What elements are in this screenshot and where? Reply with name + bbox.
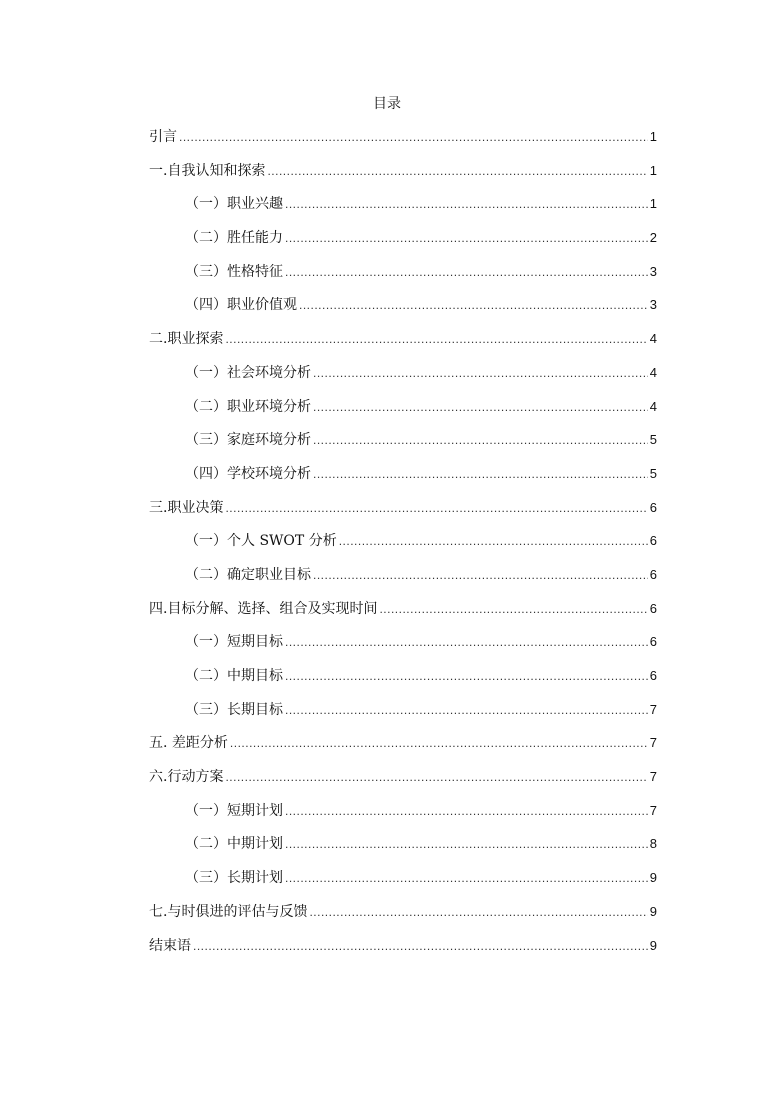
toc-entry[interactable] (149, 193, 657, 227)
toc-entry-label: （二）中期计划 (185, 836, 283, 853)
toc-entry-page: 1 (649, 196, 657, 212)
toc-entry-label: 一.自我认知和探索 (149, 162, 266, 179)
toc-entry-page: 5 (649, 432, 657, 448)
toc-entry-page: 6 (649, 533, 657, 549)
toc-entry[interactable] (149, 294, 657, 328)
toc-entry[interactable] (149, 631, 657, 665)
toc-dot-leader (285, 227, 648, 249)
toc-entry-label: 四.目标分解、选择、组合及实现时间 (149, 600, 378, 617)
toc-entry-page: 7 (649, 701, 657, 717)
toc-dot-leader (313, 429, 648, 451)
toc-entry-label: 三.职业决策 (149, 499, 224, 516)
toc-entry-page: 7 (649, 735, 657, 751)
toc-entry-page: 1 (649, 162, 657, 178)
toc-entry-label: （一）个人 SWOT 分析 (185, 533, 337, 550)
toc-entry[interactable] (149, 699, 657, 733)
toc-dot-leader (285, 631, 648, 653)
toc-entry-page: 3 (649, 297, 657, 313)
toc-entry-label: （二）确定职业目标 (185, 566, 311, 583)
toc-entry[interactable] (149, 429, 657, 463)
toc-entry-label: （二）职业环境分析 (185, 398, 311, 415)
toc-entry-page: 2 (649, 230, 657, 246)
toc-entry-label: 五. 差距分析 (149, 735, 228, 752)
toc-entry-page: 7 (649, 802, 657, 818)
toc-entry-page: 5 (649, 465, 657, 481)
toc-entry-label: （一）短期目标 (185, 634, 283, 651)
toc-entry-label: （一）社会环境分析 (185, 364, 311, 381)
toc-dot-leader (225, 766, 647, 788)
toc-list (149, 126, 657, 968)
toc-entry[interactable] (149, 261, 657, 295)
toc-entry-label: 七.与时俱进的评估与反馈 (149, 903, 308, 920)
toc-entry[interactable] (149, 362, 657, 396)
toc-entry-page: 7 (649, 769, 657, 785)
toc-entry-page: 4 (649, 331, 657, 347)
toc-entry[interactable] (149, 530, 657, 564)
toc-entry-label: （三）性格特征 (185, 263, 283, 280)
toc-entry[interactable] (149, 396, 657, 430)
toc-dot-leader (285, 699, 648, 721)
toc-entry-label: （二）中期目标 (185, 668, 283, 684)
toc-entry-label: 六.行动方案 (149, 769, 224, 786)
toc-entry-page: 6 (649, 634, 657, 650)
toc-entry-label: （三）长期目标 (185, 701, 283, 718)
toc-entry[interactable] (149, 160, 657, 194)
toc-entry[interactable] (149, 901, 657, 935)
toc-dot-leader (313, 396, 648, 418)
toc-entry-label: 二.职业探索 (149, 331, 224, 348)
toc-entry[interactable] (149, 497, 657, 531)
toc-entry[interactable] (149, 463, 657, 497)
toc-entry[interactable] (149, 800, 657, 834)
toc-dot-leader (285, 833, 648, 855)
toc-entry[interactable] (149, 732, 657, 766)
toc-entry[interactable] (149, 867, 657, 901)
toc-dot-leader (193, 935, 648, 957)
toc-entry[interactable] (149, 328, 657, 362)
toc-dot-leader (285, 193, 648, 215)
toc-entry-page: 6 (649, 566, 657, 582)
toc-entry[interactable] (149, 833, 657, 867)
toc-dot-leader (225, 328, 647, 350)
toc-dot-leader (379, 598, 647, 620)
toc-entry-page: 6 (649, 499, 657, 515)
toc-title: 目录 (373, 96, 401, 112)
toc-entry[interactable] (149, 766, 657, 800)
toc-entry[interactable] (149, 126, 657, 160)
toc-entry-page: 9 (649, 903, 657, 919)
toc-dot-leader (179, 126, 648, 148)
toc-entry-label: （二）胜任能力 (185, 230, 283, 247)
toc-entry-label: （一）职业兴趣 (185, 196, 283, 213)
toc-entry-label: （一）短期计划 (185, 802, 283, 819)
toc-entry-page: 9 (649, 937, 657, 953)
toc-dot-leader (285, 867, 648, 889)
toc-entry-label: （三）家庭环境分析 (185, 432, 311, 449)
toc-dot-leader (309, 901, 647, 923)
toc-entry[interactable] (149, 227, 657, 261)
toc-entry-page: 4 (649, 398, 657, 414)
toc-entry-label: （四）学校环境分析 (185, 465, 311, 482)
toc-entry-page: 6 (649, 600, 657, 616)
toc-dot-leader (267, 160, 647, 182)
toc-dot-leader (225, 497, 647, 519)
toc-entry-page: 4 (649, 364, 657, 380)
toc-dot-leader (230, 732, 648, 754)
toc-entry-page: 3 (649, 263, 657, 279)
toc-entry-label: （四）职业价值观 (185, 297, 297, 314)
toc-entry-label: 结束语 (149, 937, 191, 954)
toc-dot-leader (285, 665, 648, 687)
toc-entry[interactable] (149, 564, 657, 598)
toc-dot-leader (285, 261, 648, 283)
toc-entry[interactable] (149, 935, 657, 969)
toc-dot-leader (299, 294, 648, 316)
toc-entry-label: 引言 (149, 129, 177, 145)
toc-entry-label: （三）长期计划 (185, 870, 283, 887)
toc-entry[interactable] (149, 598, 657, 632)
toc-entry-page: 8 (649, 836, 657, 852)
toc-entry[interactable] (149, 665, 657, 699)
toc-entry-page: 9 (649, 870, 657, 886)
toc-dot-leader (313, 564, 648, 586)
toc-dot-leader (313, 463, 648, 485)
toc-entry-page: 6 (649, 668, 657, 683)
toc-entry-page: 1 (649, 129, 657, 144)
toc-dot-leader (285, 800, 648, 822)
toc-dot-leader (339, 530, 648, 552)
toc-dot-leader (313, 362, 648, 384)
